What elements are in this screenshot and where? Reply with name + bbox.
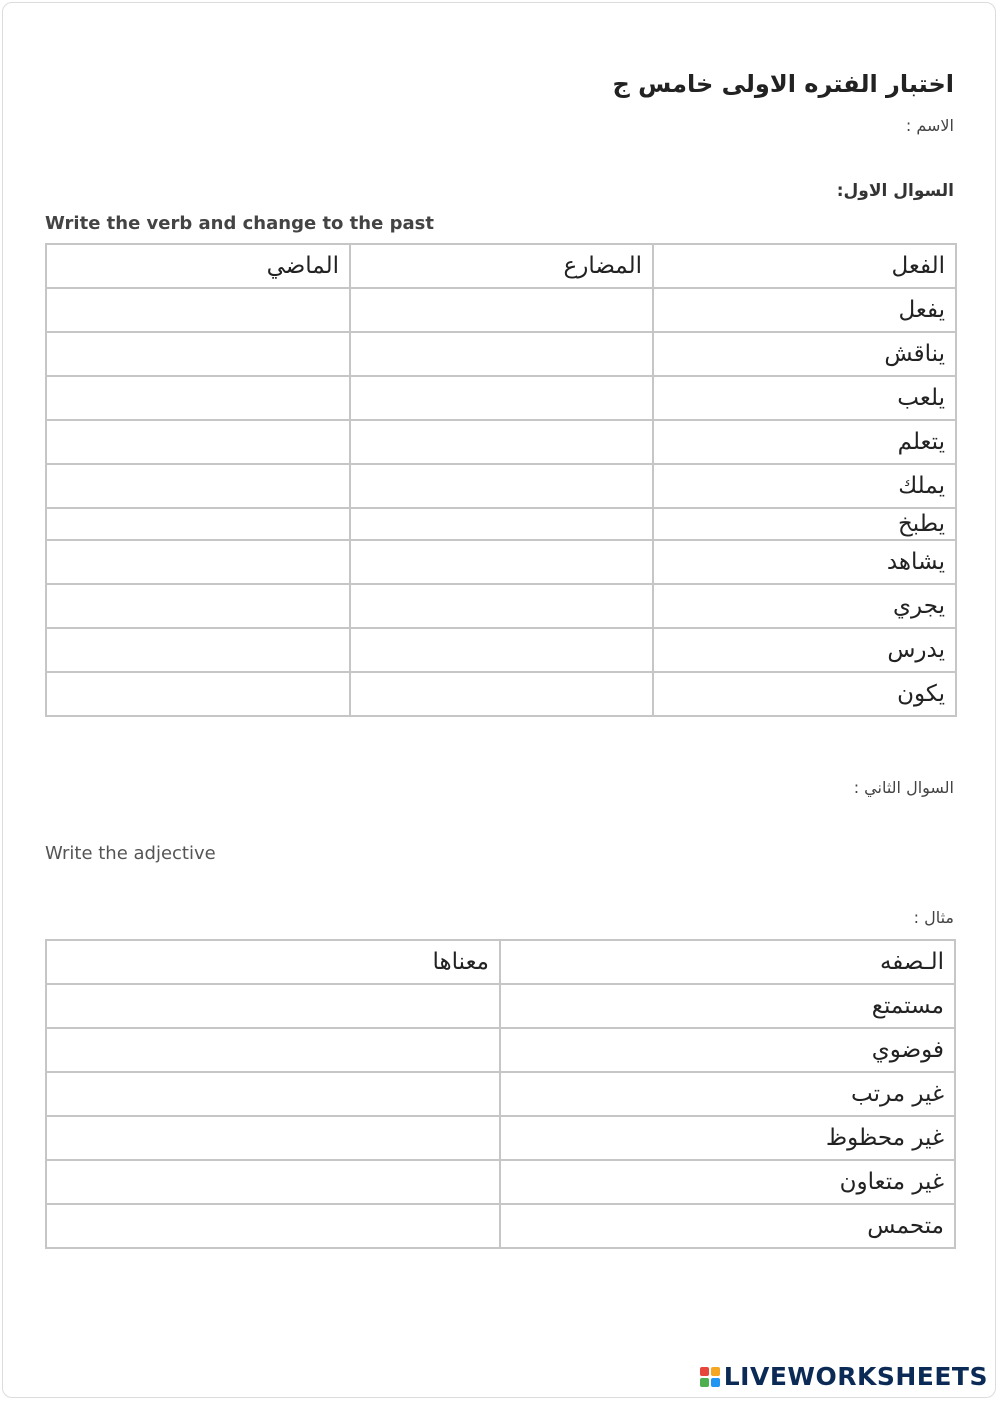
table-row [46,672,956,716]
past-answer-cell[interactable] [46,508,350,540]
present-answer-cell[interactable] [350,628,653,672]
example-label: مثال : [913,908,954,927]
verb-cell: يكون [653,672,956,716]
meaning-answer-cell[interactable] [46,1072,500,1116]
logo-text: LIVEWORKSHEETS [723,1362,988,1391]
adjective-cell: غير متعاون [500,1160,955,1204]
meaning-answer-cell[interactable] [46,1160,500,1204]
header-meaning: معناها [46,940,500,984]
table-row [46,1160,955,1204]
meaning-answer-cell[interactable] [46,984,500,1028]
present-answer-cell[interactable] [350,584,653,628]
question1-label: السوال الاول: [836,181,954,201]
table-row [46,540,956,584]
logo-mark-icon [700,1367,720,1387]
table-row [46,1116,955,1160]
adjective-cell: فوضوي [500,1028,955,1072]
adjectives-table-header [46,940,955,984]
present-answer-cell[interactable] [350,540,653,584]
adjective-cell: مستمتع [500,984,955,1028]
header-past: الماضي [46,244,350,288]
table-row [46,464,956,508]
table-row [46,984,955,1028]
table-row [46,420,956,464]
table-row [46,376,956,420]
table-row [46,1028,955,1072]
present-answer-cell[interactable] [350,672,653,716]
header-present: المضارع [350,244,653,288]
page-title: اختبار الفتره الاولى خامس ج [612,70,954,98]
past-answer-cell[interactable] [46,376,350,420]
verb-cell: يفعل [653,288,956,332]
past-answer-cell[interactable] [46,584,350,628]
table-row [46,332,956,376]
logo-square-orange [711,1367,720,1376]
liveworksheets-logo [700,1362,988,1391]
verb-cell: يدرس [653,628,956,672]
verbs-table [45,243,957,717]
verbs-table-header [46,244,956,288]
past-answer-cell[interactable] [46,288,350,332]
table-row [46,1204,955,1248]
meaning-answer-cell[interactable] [46,1028,500,1072]
logo-square-green [700,1378,709,1387]
meaning-answer-cell[interactable] [46,1116,500,1160]
question2-instruction: Write the adjective [45,843,216,864]
verb-cell: يملك [653,464,956,508]
student-name-label: الاسم : [905,116,954,135]
header-adjective: الـصفه [500,940,955,984]
question2-label: السوال الثاني : [853,778,954,797]
past-answer-cell[interactable] [46,464,350,508]
verb-cell: يطبخ [653,508,956,540]
present-answer-cell[interactable] [350,464,653,508]
present-answer-cell[interactable] [350,288,653,332]
table-row [46,1072,955,1116]
adjective-cell: غير مرتب [500,1072,955,1116]
verb-cell: يشاهد [653,540,956,584]
table-row [46,584,956,628]
verb-cell: يلعب [653,376,956,420]
table-row [46,288,956,332]
logo-square-red [700,1367,709,1376]
table-row [46,508,956,540]
header-verb: الفعل [653,244,956,288]
present-answer-cell[interactable] [350,332,653,376]
verb-cell: يجري [653,584,956,628]
meaning-answer-cell[interactable] [46,1204,500,1248]
logo-square-blue [711,1378,720,1387]
past-answer-cell[interactable] [46,540,350,584]
question1-instruction: Write the verb and change to the past [45,213,434,234]
table-row [46,628,956,672]
adjective-cell: غير محظوظ [500,1116,955,1160]
past-answer-cell[interactable] [46,332,350,376]
present-answer-cell[interactable] [350,376,653,420]
past-answer-cell[interactable] [46,672,350,716]
past-answer-cell[interactable] [46,420,350,464]
present-answer-cell[interactable] [350,420,653,464]
verb-cell: يتعلم [653,420,956,464]
adjectives-table [45,939,956,1249]
verb-cell: يناقش [653,332,956,376]
past-answer-cell[interactable] [46,628,350,672]
adjective-cell: متحمس [500,1204,955,1248]
present-answer-cell[interactable] [350,508,653,540]
